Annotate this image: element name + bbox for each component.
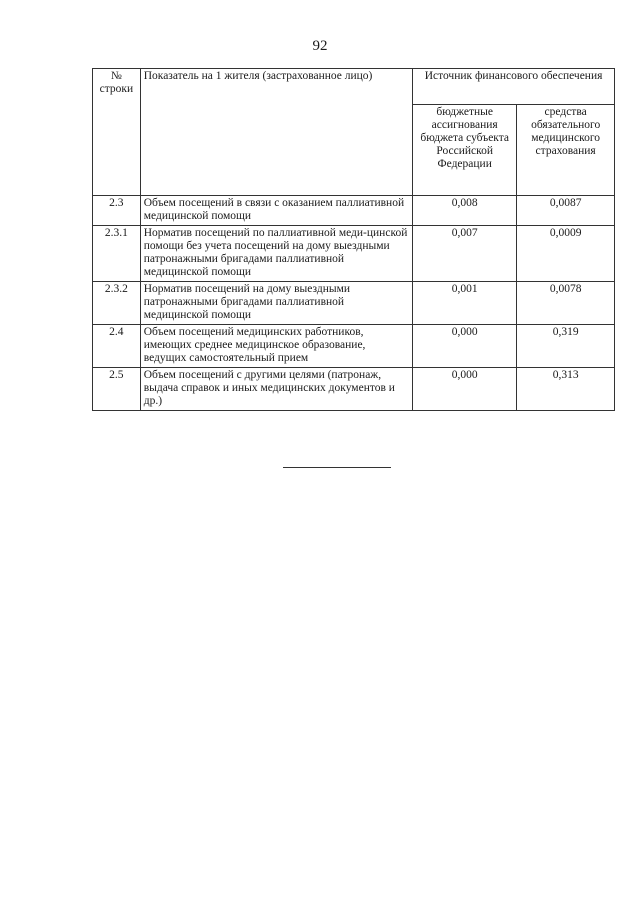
row-number: 2.3.2 xyxy=(93,282,141,325)
table-row xyxy=(93,282,615,325)
table-row xyxy=(93,226,615,282)
row-budget-value: 0,000 xyxy=(413,368,517,411)
row-oms-value: 0,319 xyxy=(517,325,615,368)
row-indicator: Объем посещений медицинских работников, имеющих среднее медицинское образование, ведущих самостоятельный прием xyxy=(140,325,412,368)
header-indicator: Показатель на 1 жителя (застрахованное лицо) xyxy=(140,69,412,196)
row-oms-value: 0,0078 xyxy=(517,282,615,325)
row-budget-value: 0,000 xyxy=(413,325,517,368)
row-budget-value: 0,001 xyxy=(413,282,517,325)
row-oms-value: 0,313 xyxy=(517,368,615,411)
header-budget: бюджетные ассигнования бюджета субъекта Российской Федерации xyxy=(413,105,517,196)
end-divider-line xyxy=(283,467,391,468)
table-header-row xyxy=(93,69,615,105)
header-row-number: № строки xyxy=(93,69,141,196)
row-number: 2.4 xyxy=(93,325,141,368)
row-oms-value: 0,0087 xyxy=(517,196,615,226)
indicators-table xyxy=(92,68,615,411)
row-budget-value: 0,007 xyxy=(413,226,517,282)
row-number: 2.3 xyxy=(93,196,141,226)
table-row xyxy=(93,325,615,368)
row-indicator: Объем посещений в связи с оказанием паллиативной медицинской помощи xyxy=(140,196,412,226)
row-number: 2.5 xyxy=(93,368,141,411)
table-row xyxy=(93,196,615,226)
row-indicator: Объем посещений с другими целями (патронаж, выдача справок и иных медицинских документов и др.) xyxy=(140,368,412,411)
header-funding-source: Источник финансового обеспечения xyxy=(413,69,615,105)
row-oms-value: 0,0009 xyxy=(517,226,615,282)
row-budget-value: 0,008 xyxy=(413,196,517,226)
page-number: 92 xyxy=(312,38,328,54)
row-indicator: Норматив посещений по паллиативной меди-цинской помощи без учета посещений на дому выездными патронажными бригадами паллиативной медицинской помощи xyxy=(140,226,412,282)
table-row xyxy=(93,368,615,411)
header-oms: средства обязательного медицинского страхования xyxy=(517,105,615,196)
row-indicator: Норматив посещений на дому выездными патронажными бригадами паллиативной медицинской помощи xyxy=(140,282,412,325)
row-number: 2.3.1 xyxy=(93,226,141,282)
